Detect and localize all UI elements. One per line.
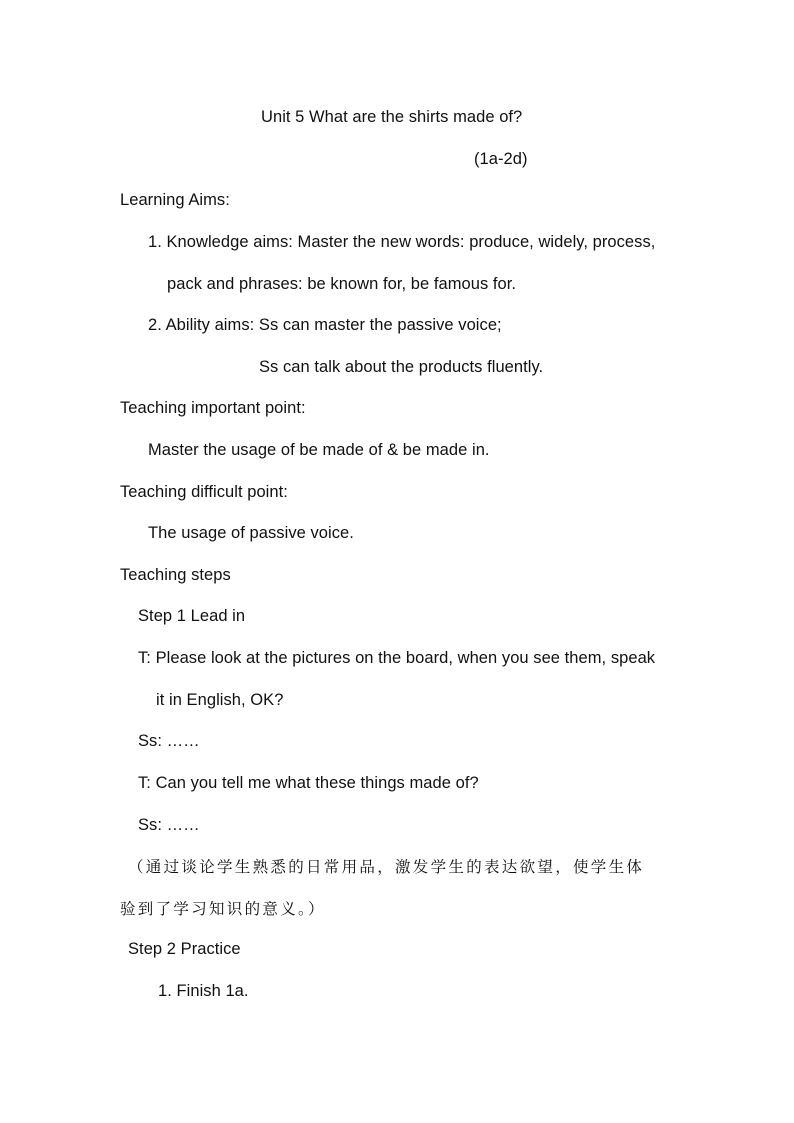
difficult-point-heading: Teaching difficult point: [120,483,288,501]
difficult-point-text: The usage of passive voice. [148,524,354,542]
ability-aims-line-2: Ss can talk about the products fluently. [259,358,544,376]
step-1-students-reply-1: Ss: …… [138,732,200,750]
important-point-text: Master the usage of be made of & be made in. [148,441,490,459]
step-2-title: Step 2 Practice [128,940,241,958]
ability-aims-line-1: 2. Ability aims: Ss can master the passive voice; [148,316,502,334]
step-1-note-line-1: （通过谈论学生熟悉的日常用品，激发学生的表达欲望，使学生体 [128,858,645,876]
important-point-heading: Teaching important point: [120,399,306,417]
step-1-teacher-line-2: it in English, OK? [156,691,284,709]
step-1-teacher-question: T: Can you tell me what these things made of? [138,774,479,792]
step-2-item-1: 1. Finish 1a. [158,982,249,1000]
step-1-teacher-line-1: T: Please look at the pictures on the board, when you see them, speak [138,649,656,667]
learning-aims-heading: Learning Aims: [120,191,230,209]
knowledge-aims-line-2: pack and phrases: be known for, be famous for. [167,275,517,293]
step-1-title: Step 1 Lead in [138,607,246,625]
step-1-students-reply-2: Ss: …… [138,816,200,834]
document-title: Unit 5 What are the shirts made of? [261,108,523,126]
teaching-steps-heading: Teaching steps [120,566,231,584]
document-subtitle: (1a-2d) [474,150,528,168]
knowledge-aims-line-1: 1. Knowledge aims: Master the new words: produce, widely, process, [148,233,656,251]
step-1-note-line-2: 验到了学习知识的意义。） [120,900,326,918]
